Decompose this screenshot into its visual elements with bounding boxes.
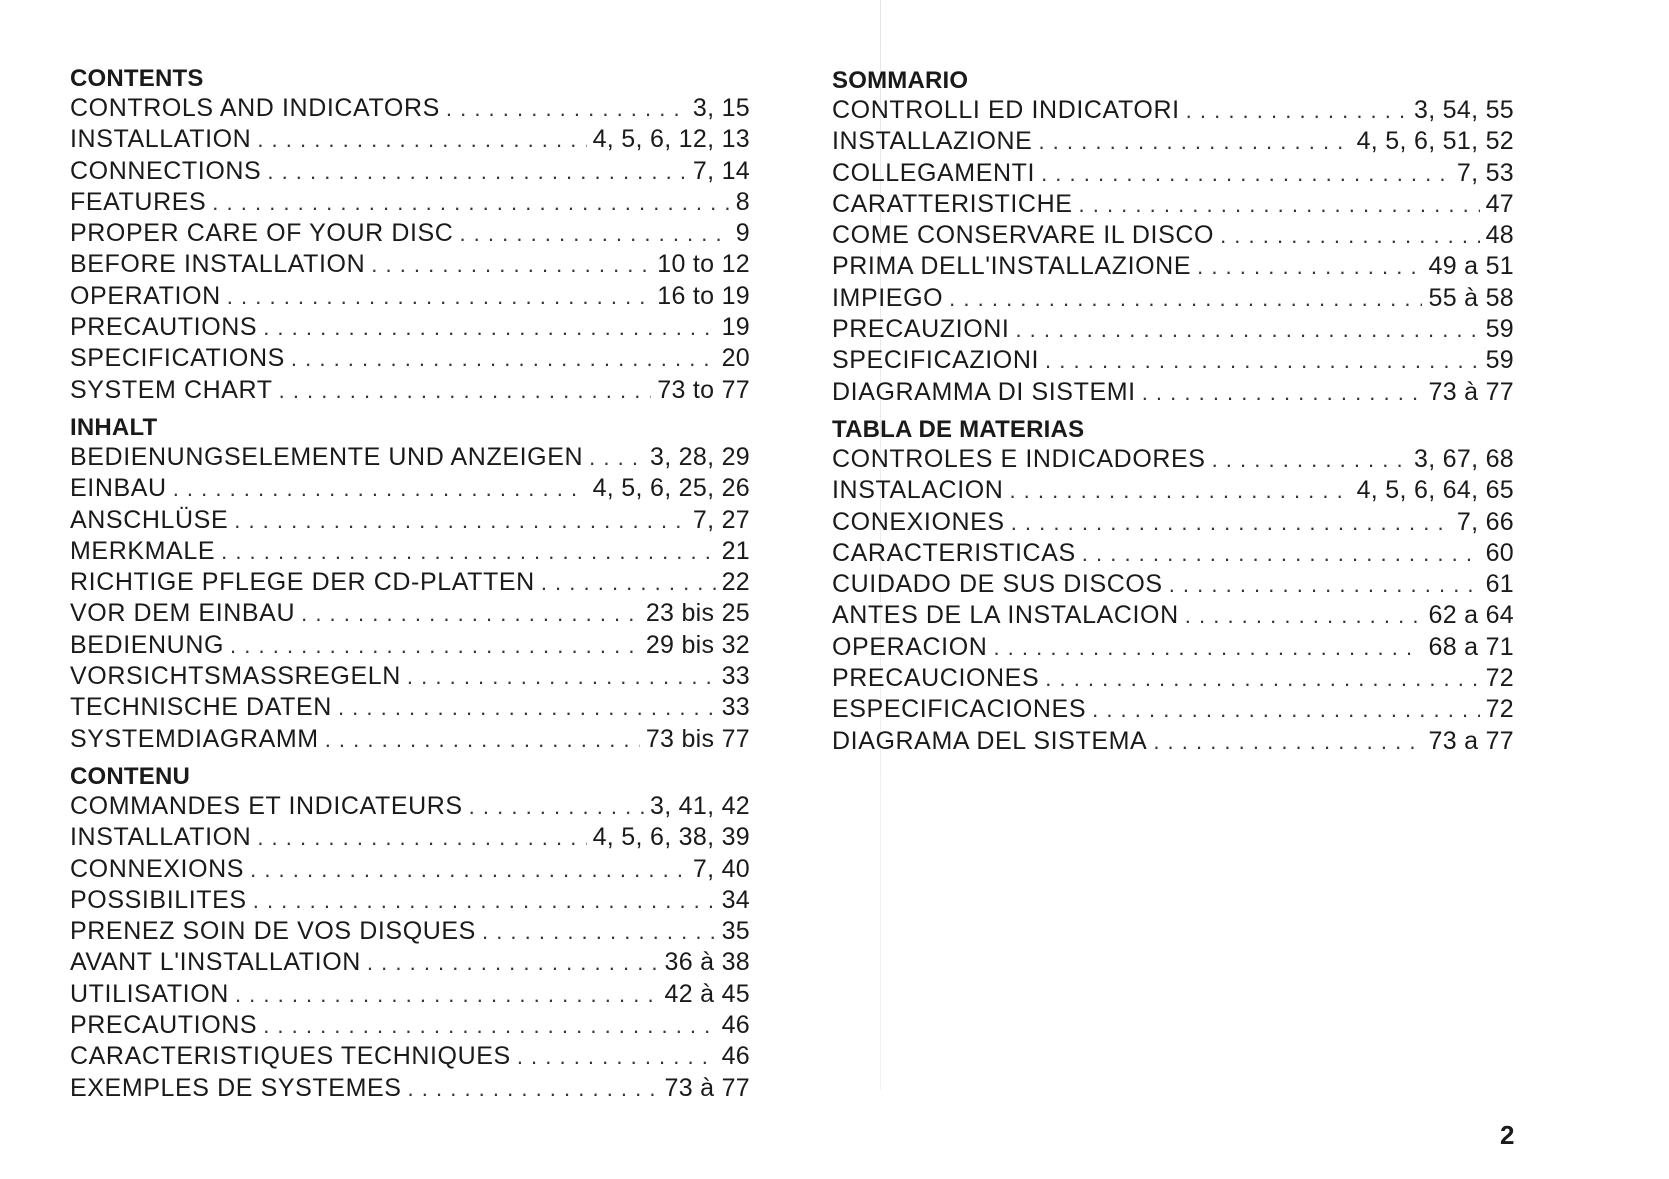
toc-entry-pages: 46	[721, 1011, 750, 1040]
toc-section-contents	[70, 64, 750, 407]
toc-entry	[832, 346, 1514, 377]
toc-entry-pages: 72	[1485, 695, 1514, 724]
toc-entry-pages: 3, 28, 29	[649, 442, 750, 471]
toc-entry-label: INSTALLATION	[70, 125, 252, 154]
toc-entry-label: RICHTIGE PFLEGE DER CD-PLATTEN	[70, 568, 535, 597]
toc-entry-pages: 35	[721, 917, 750, 946]
toc-entry-label: CONNEXIONS	[70, 854, 245, 883]
toc-entry-label: TECHNISCHE DATEN	[70, 693, 332, 722]
dot-leader	[1186, 98, 1408, 124]
toc-entry	[70, 313, 750, 344]
toc-entry-pages: 73 à 77	[1428, 377, 1514, 406]
dot-leader	[517, 1044, 716, 1070]
toc-entry-pages: 3, 15	[692, 94, 750, 122]
dot-leader	[1041, 161, 1451, 187]
toc-entry	[832, 127, 1514, 158]
toc-entry-pages: 7, 40	[692, 854, 750, 883]
toc-entry-pages: 73 a 77	[1428, 726, 1514, 755]
toc-section-sommario	[832, 66, 1514, 409]
toc-entry-label: CONTROLLI ED INDICATORI	[832, 96, 1180, 124]
dot-leader	[257, 825, 586, 851]
toc-entry	[832, 539, 1514, 570]
toc-entry	[70, 1042, 750, 1073]
toc-entry-pages: 48	[1485, 221, 1514, 250]
toc-entry-label: ANSCHLÜSE	[70, 505, 229, 534]
dot-leader	[949, 286, 1422, 312]
toc-entry	[70, 443, 750, 474]
dot-leader	[263, 315, 715, 341]
dot-leader	[221, 539, 715, 565]
toc-entry	[832, 445, 1514, 476]
dot-leader	[267, 159, 687, 185]
toc-entry-pages: 7, 27	[692, 505, 750, 534]
page-number: 2	[1500, 1120, 1515, 1150]
dot-leader	[301, 601, 640, 627]
dot-leader	[234, 508, 687, 534]
dot-leader	[1045, 666, 1479, 692]
toc-entry	[70, 94, 750, 125]
toc-entry-label: PRIMA DELL'INSTALLAZIONE	[832, 252, 1192, 281]
toc-entry-label: AVANT L'INSTALLATION	[70, 948, 361, 977]
toc-entry-label: PRECAUZIONI	[832, 315, 1010, 344]
toc-entry	[70, 792, 750, 823]
dot-leader	[1045, 348, 1480, 374]
dot-leader	[459, 221, 729, 247]
toc-entry-label: BEDIENUNG	[70, 630, 225, 659]
dot-leader	[446, 96, 687, 122]
toc-entry-pages: 73 to 77	[657, 375, 750, 404]
toc-entry	[832, 601, 1514, 632]
toc-section-tabla-de-materias	[832, 415, 1514, 758]
toc-entry-label: COMMANDES ET INDICATEURS	[70, 791, 463, 820]
toc-entry-list	[70, 792, 750, 1105]
toc-entry-pages: 59	[1485, 346, 1514, 375]
toc-entry-pages: 73 à 77	[664, 1073, 750, 1102]
toc-entry-pages: 46	[721, 1042, 750, 1071]
dot-leader	[338, 695, 716, 721]
dot-leader	[541, 570, 716, 596]
toc-entry-label: SYSTEMDIAGRAMM	[70, 724, 319, 753]
dot-leader	[993, 635, 1422, 661]
toc-entry-pages: 4, 5, 6, 51, 52	[1356, 127, 1514, 156]
toc-entry-pages: 49 a 51	[1428, 252, 1514, 281]
toc-entry	[832, 695, 1514, 726]
toc-entry	[70, 855, 750, 886]
toc-entry-pages: 7, 53	[1456, 158, 1514, 187]
toc-entry-label: INSTALACION	[832, 476, 1004, 505]
toc-entry	[70, 282, 750, 313]
dot-leader	[253, 888, 716, 914]
toc-entry-label: ESPECIFICACIONES	[832, 695, 1087, 724]
dot-leader	[371, 252, 651, 278]
toc-section-contenu	[70, 762, 750, 1105]
toc-entry	[832, 252, 1514, 283]
dot-leader	[263, 1013, 715, 1039]
dot-leader	[250, 857, 687, 883]
dot-leader	[1011, 510, 1451, 536]
toc-entry-label: COLLEGAMENTI	[832, 158, 1036, 187]
toc-entry-label: CARATTERISTICHE	[832, 189, 1073, 218]
toc-entry	[70, 1011, 750, 1042]
dot-leader	[1079, 192, 1480, 218]
dot-leader	[1185, 603, 1423, 629]
toc-entry	[70, 188, 750, 219]
dot-leader	[1142, 380, 1423, 406]
toc-entry-label: PRENEZ SOIN DE VOS DISQUES	[70, 917, 476, 946]
toc-entry-pages: 22	[721, 568, 750, 597]
toc-entry-label: CONTROLS AND INDICATORS	[70, 94, 440, 122]
toc-entry-label: IMPIEGO	[832, 283, 944, 312]
toc-entry	[70, 537, 750, 568]
toc-entry-label: SYSTEM CHART	[70, 375, 273, 404]
toc-entry-pages: 29 bis 32	[645, 630, 750, 659]
toc-entry	[70, 631, 750, 662]
toc-entry-pages: 3, 41, 42	[649, 791, 750, 820]
toc-entry-label: VOR DEM EINBAU	[70, 599, 296, 628]
toc-entry-pages: 4, 5, 6, 38, 39	[592, 823, 750, 852]
dot-leader	[367, 950, 659, 976]
toc-section-inhalt	[70, 413, 750, 756]
toc-entry-pages: 68 a 71	[1428, 632, 1514, 661]
toc-entry-label: CONTROLES E INDICADORES	[832, 444, 1206, 473]
toc-entry	[832, 570, 1514, 601]
toc-entry	[832, 190, 1514, 221]
section-heading: CONTENTS	[70, 65, 204, 92]
toc-entry	[70, 474, 750, 505]
toc-entry-label: UTILISATION	[70, 979, 229, 1008]
dot-leader	[1092, 697, 1479, 723]
toc-entry-label: SPECIFICATIONS	[70, 344, 285, 373]
toc-entry	[70, 344, 750, 375]
toc-entry	[70, 125, 750, 156]
toc-entry	[70, 250, 750, 281]
toc-entry	[70, 948, 750, 979]
toc-entry-pages: 4, 5, 6, 25, 26	[592, 474, 750, 503]
toc-entry-pages: 3, 54, 55	[1413, 96, 1514, 124]
dot-leader	[279, 378, 652, 404]
dot-leader	[235, 982, 659, 1008]
toc-entry-label: POSSIBILITES	[70, 885, 247, 914]
toc-entry	[70, 823, 750, 854]
toc-entry	[70, 376, 750, 407]
toc-entry-list	[70, 94, 750, 407]
dot-leader	[173, 476, 587, 502]
toc-entry-pages: 59	[1485, 315, 1514, 344]
toc-entry	[832, 378, 1514, 409]
toc-entry-label: COME CONSERVARE IL DISCO	[832, 221, 1215, 250]
toc-entry-pages: 23 bis 25	[645, 599, 750, 628]
toc-entry	[832, 96, 1514, 127]
toc-entry-pages: 3, 67, 68	[1413, 444, 1514, 473]
toc-entry	[70, 506, 750, 537]
toc-entry-label: OPERACION	[832, 632, 988, 661]
toc-entry-pages: 4, 5, 6, 12, 13	[592, 125, 750, 154]
toc-entry-label: CONEXIONES	[832, 507, 1005, 536]
toc-entry	[832, 727, 1514, 758]
toc-entry-label: INSTALLAZIONE	[832, 127, 1033, 156]
toc-entry-label: PRECAUTIONS	[70, 1011, 258, 1040]
toc-entry	[832, 159, 1514, 190]
section-heading: SOMMARIO	[832, 67, 969, 94]
toc-entry-pages: 16 to 19	[657, 281, 750, 310]
toc-entry	[70, 725, 750, 756]
toc-entry-label: CONNECTIONS	[70, 156, 262, 185]
toc-entry	[70, 1074, 750, 1105]
toc-entry	[70, 599, 750, 630]
toc-entry-label: CARACTERISTIQUES TECHNIQUES	[70, 1042, 511, 1071]
dot-leader	[1197, 254, 1422, 280]
toc-entry	[70, 568, 750, 599]
toc-entry	[70, 219, 750, 250]
dot-leader	[469, 794, 644, 820]
dot-leader	[257, 127, 586, 153]
toc-entry	[832, 221, 1514, 252]
toc-entry-label: EINBAU	[70, 474, 167, 503]
toc-entry-pages: 9	[735, 219, 750, 248]
dot-leader	[291, 346, 716, 372]
toc-entry-pages: 62 a 64	[1428, 601, 1514, 630]
toc-entry-pages: 19	[721, 313, 750, 342]
dot-leader	[1153, 729, 1422, 755]
dot-leader	[227, 284, 651, 310]
dot-leader	[1169, 572, 1480, 598]
toc-entry-list	[832, 96, 1514, 409]
right-column	[832, 66, 1514, 764]
toc-entry-pages: 8	[735, 187, 750, 216]
toc-entry-pages: 4, 5, 6, 64, 65	[1356, 476, 1514, 505]
toc-entry-label: PRECAUTIONS	[70, 313, 258, 342]
toc-entry-pages: 34	[721, 885, 750, 914]
toc-entry-pages: 55 à 58	[1428, 283, 1514, 312]
dot-leader	[325, 727, 640, 753]
toc-entry	[70, 917, 750, 948]
toc-entry	[832, 664, 1514, 695]
toc-entry-pages: 33	[721, 662, 750, 691]
toc-entry	[832, 633, 1514, 664]
toc-entry-list	[70, 443, 750, 756]
toc-entry-label: EXEMPLES DE SYSTEMES	[70, 1073, 402, 1102]
toc-entry-label: MERKMALE	[70, 536, 216, 565]
toc-entry-pages: 36 à 38	[664, 948, 750, 977]
dot-leader	[589, 445, 644, 471]
toc-entry-pages: 21	[721, 536, 750, 565]
dot-leader	[212, 190, 729, 216]
toc-entry-pages: 7, 14	[692, 156, 750, 185]
toc-entry-pages: 20	[721, 344, 750, 373]
dot-leader	[407, 664, 716, 690]
toc-entry	[70, 662, 750, 693]
toc-entry-label: CUIDADO DE SUS DISCOS	[832, 570, 1163, 599]
toc-entry-pages: 7, 66	[1456, 507, 1514, 536]
toc-entry-label: CARACTERISTICAS	[832, 538, 1076, 567]
section-heading: CONTENU	[70, 762, 191, 790]
dot-leader	[230, 633, 640, 659]
toc-entry	[70, 157, 750, 188]
toc-entry	[832, 508, 1514, 539]
toc-entry-pages: 73 bis 77	[645, 724, 750, 753]
dot-leader	[1082, 541, 1480, 567]
toc-entry	[832, 284, 1514, 315]
toc-entry-label: INSTALLATION	[70, 823, 252, 852]
toc-entry-pages: 47	[1485, 189, 1514, 218]
left-column	[70, 64, 750, 1111]
dot-leader	[1220, 223, 1480, 249]
toc-entry-label: FEATURES	[70, 187, 207, 216]
toc-entry-label: BEFORE INSTALLATION	[70, 250, 366, 279]
toc-entry-label: VORSICHTSMASSREGELN	[70, 662, 401, 691]
toc-entry-pages: 10 to 12	[657, 250, 750, 279]
toc-entry-label: DIAGRAMA DEL SISTEMA	[832, 726, 1148, 755]
dot-leader	[1015, 317, 1479, 343]
toc-entry-pages: 72	[1485, 664, 1514, 693]
toc-entry-label: ANTES DE LA INSTALACION	[832, 601, 1179, 630]
toc-entry-pages: 60	[1485, 538, 1514, 567]
dot-leader	[1212, 447, 1408, 473]
dot-leader	[1009, 478, 1350, 504]
toc-entry	[70, 693, 750, 724]
dot-leader	[408, 1076, 659, 1102]
toc-entry-label: DIAGRAMMA DI SISTEMI	[832, 377, 1136, 406]
toc-entry-label: OPERATION	[70, 281, 221, 310]
toc-entry	[70, 980, 750, 1011]
toc-entry	[832, 476, 1514, 507]
toc-entry-pages: 61	[1485, 570, 1514, 599]
toc-entry-list	[832, 445, 1514, 758]
toc-entry-pages: 33	[721, 693, 750, 722]
toc-entry-label: PRECAUCIONES	[832, 664, 1040, 693]
toc-entry-label: BEDIENUNGSELEMENTE UND ANZEIGEN	[70, 442, 584, 471]
section-heading: TABLA DE MATERIAS	[832, 415, 1085, 443]
toc-entry	[832, 315, 1514, 346]
toc-entry	[70, 886, 750, 917]
toc-entry-label: SPECIFICAZIONI	[832, 346, 1040, 375]
toc-entry-pages: 42 à 45	[664, 979, 750, 1008]
dot-leader	[1038, 129, 1350, 155]
section-heading: INHALT	[70, 413, 158, 441]
toc-entry-label: PROPER CARE OF YOUR DISC	[70, 219, 454, 248]
dot-leader	[482, 919, 716, 945]
